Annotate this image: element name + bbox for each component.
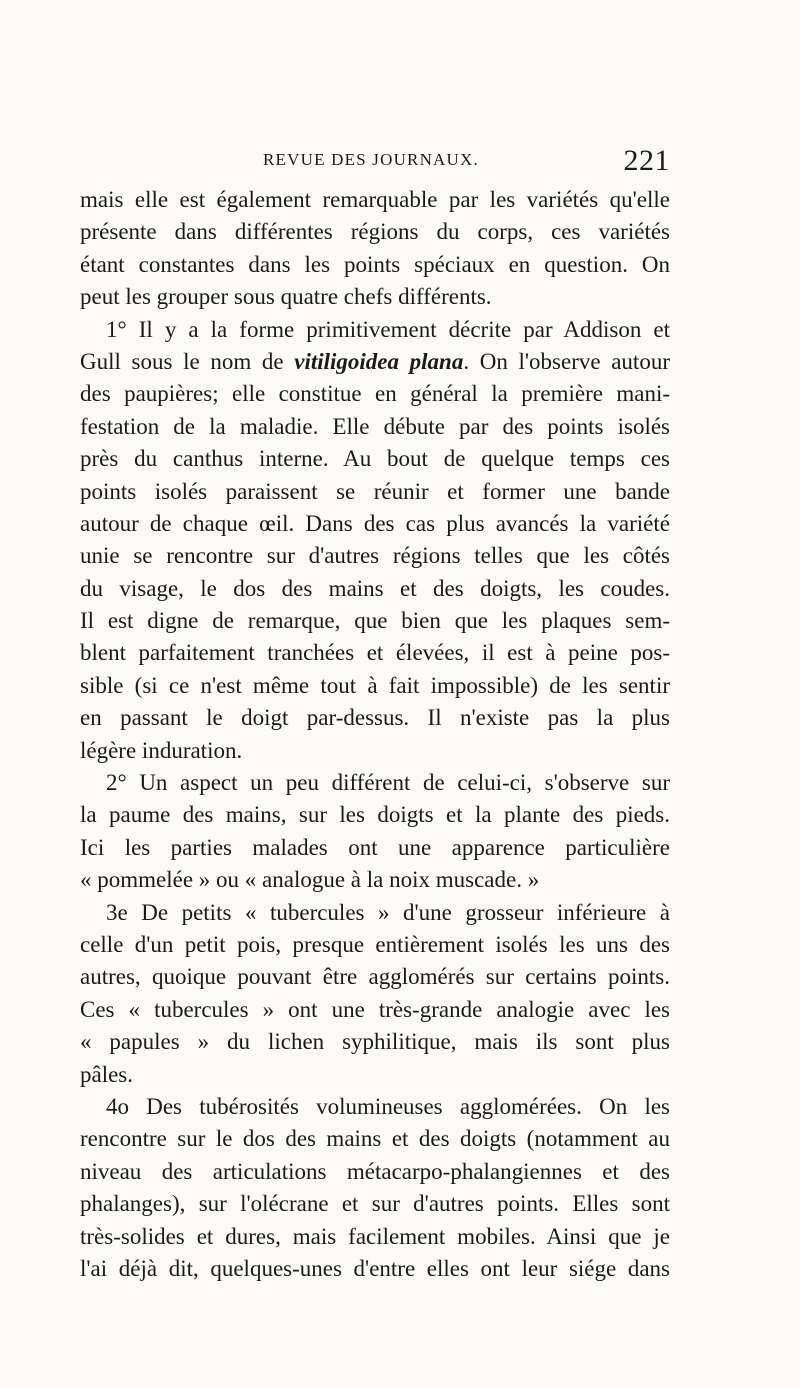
text-line: phalanges), sur l'olécrane et sur d'autres points. Elles sont bbox=[80, 1191, 670, 1217]
text-line: Il est digne de remarque, que bien que les plaques sem- bbox=[80, 608, 670, 634]
text-line: l'ai déjà dit, quelques-unes d'entre elles ont leur siége dans bbox=[80, 1255, 670, 1281]
text-line bbox=[80, 346, 670, 378]
text-line: celle d'un petit pois, presque entièrement isolés les uns des bbox=[80, 931, 670, 957]
text-line: en passant le doigt par-dessus. Il n'existe pas la plus bbox=[80, 705, 670, 731]
text-line: festation de la maladie. Elle débute par des points isolés bbox=[80, 413, 670, 439]
text-line: rencontre sur le dos des mains et des doigts (notamment au bbox=[80, 1126, 670, 1152]
text-line: 2° Un aspect un peu différent de celui-ci, s'observe sur bbox=[106, 770, 670, 796]
text-line: blent parfaitement tranchées et élevées, il est à peine pos- bbox=[80, 640, 670, 666]
italic-term: vitiligoidea plana bbox=[294, 348, 464, 374]
text-line: Ici les parties malades ont une apparence particulière bbox=[80, 834, 670, 860]
text-line: mais elle est également remarquable par les variétés qu'elle bbox=[80, 187, 670, 212]
text-line: présente dans différentes régions du corps, ces variétés bbox=[80, 219, 670, 245]
text-line: légère induration. bbox=[80, 737, 243, 763]
text-line: unie se rencontre sur d'autres régions telles que les côtés bbox=[80, 543, 670, 569]
text-line: du visage, le dos des mains et des doigts, les coudes. bbox=[80, 575, 670, 601]
text-line: 1° Il y a la forme primitivement décrite par Addison et bbox=[106, 316, 670, 342]
text-line: autres, quoique pouvant être agglomérés sur certains points. bbox=[80, 964, 670, 990]
text-segment: Gull sous le nom de bbox=[80, 348, 295, 374]
page-number: 221 bbox=[623, 144, 670, 177]
running-head: REVUE DES JOURNAUX. bbox=[263, 150, 479, 169]
text-line: points isolés paraissent se réunir et former une bande bbox=[80, 478, 670, 504]
text-line: Ces « tubercules » ont une très-grande analogie avec les bbox=[80, 996, 670, 1022]
text-line: 4o Des tubérosités volumineuses agglomérées. On les bbox=[106, 1093, 670, 1119]
text-line: peut les grouper sous quatre chefs différents. bbox=[80, 284, 492, 310]
text-line: sible (si ce n'est même tout à fait impossible) de les sentir bbox=[80, 672, 670, 698]
text-line: « pommelée » ou « analogue à la noix muscade. » bbox=[80, 867, 540, 893]
body-text bbox=[80, 184, 670, 1285]
text-line: pâles. bbox=[80, 1061, 134, 1087]
text-line: des paupières; elle constitue en général la première mani- bbox=[80, 381, 670, 407]
text-line: « papules » du lichen syphilitique, mais ils sont plus bbox=[80, 1029, 670, 1055]
text-line: très-solides et dures, mais facilement mobiles. Ainsi que je bbox=[80, 1223, 670, 1249]
text-line: niveau des articulations métacarpo-phalangiennes et des bbox=[80, 1158, 670, 1184]
text-line: près du canthus interne. Au bout de quelque temps ces bbox=[80, 446, 670, 472]
page-header bbox=[80, 146, 670, 182]
text-line: la paume des mains, sur les doigts et la plante des pieds. bbox=[80, 802, 670, 828]
text-line: étant constantes dans les points spéciaux en question. On bbox=[80, 251, 670, 277]
text-line: 3e De petits « tubercules » d'une grosseur inférieure à bbox=[106, 899, 670, 925]
text-line: autour de chaque œil. Dans des cas plus avancés la variété bbox=[80, 510, 670, 536]
text-segment: . On l'observe autour bbox=[463, 348, 670, 374]
